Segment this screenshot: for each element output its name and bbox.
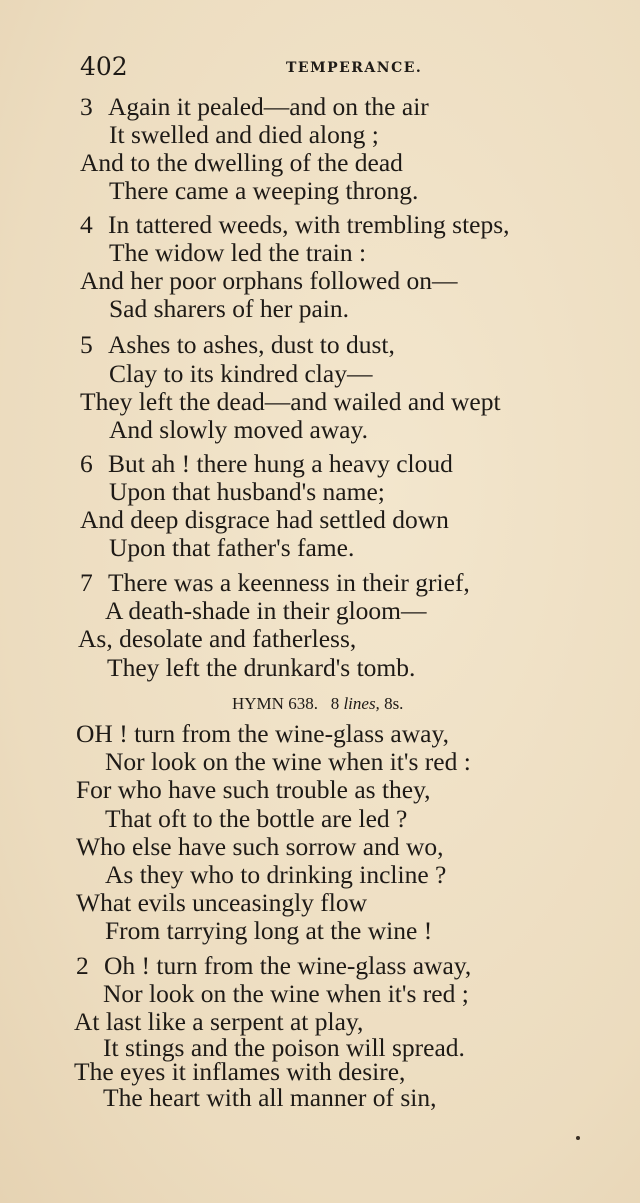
stanza-7-line-4: They left the drunkard's tomb. [107, 653, 416, 682]
stanza-6-line-4: Upon that father's fame. [109, 533, 355, 562]
hymn-638-stanza-1-line-6: As they who to drinking incline ? [105, 860, 447, 889]
stanza-5-line-4: And slowly moved away. [109, 415, 368, 444]
stanza-7-line-2: A death-shade in their gloom— [105, 596, 427, 625]
stanza-3-line-1: 3 Again it pealed—and on the air [80, 92, 429, 121]
stanza-number: 4 [80, 210, 93, 239]
hymn-638-stanza-1-line-2: Nor look on the wine when it's red : [105, 747, 471, 776]
stanza-number: 3 [80, 92, 93, 121]
stanza-4-line-4: Sad sharers of her pain. [109, 294, 350, 323]
hymn-638-stanza-2-line-6: The heart with all manner of sin, [103, 1083, 437, 1112]
hymn-638-stanza-2-line-5: The eyes it inflames with desire, [74, 1057, 406, 1086]
stanza-6-line-2: Upon that husband's name; [109, 477, 385, 506]
stanza-number: 5 [80, 330, 93, 359]
page-header [80, 52, 540, 88]
stanza-6-line-3: And deep disgrace had settled down [80, 505, 449, 534]
stanza-3-line-2: It swelled and died along ; [109, 120, 379, 149]
meter-count: 8 [330, 694, 340, 713]
hymn-number: HYMN 638. [232, 694, 318, 713]
stanza-3-line-4: There came a weeping throng. [109, 176, 419, 205]
stanza-3-line-3: And to the dwelling of the dead [80, 148, 403, 177]
stanza-4-line-1: 4 In tattered weeds, with trembling steps, [80, 210, 510, 239]
meter-word: lines, [343, 694, 380, 713]
hymn-638-stanza-1-line-7: What evils unceasingly flow [76, 888, 368, 917]
stanza-number: 7 [80, 568, 93, 597]
hymn-heading [232, 694, 403, 714]
hymn-638-stanza-1-line-8: From tarrying long at the wine ! [105, 916, 433, 945]
hymn-638-stanza-2-line-2: Nor look on the wine when it's red ; [103, 979, 469, 1008]
hymn-638-stanza-1-line-4: That oft to the bottle are led ? [105, 804, 408, 833]
meter-type: 8s. [384, 694, 404, 713]
hymn-638-stanza-2-line-3: At last like a serpent at play, [74, 1007, 364, 1036]
stanza-number: 6 [80, 449, 93, 478]
page-number: 402 [80, 52, 128, 81]
stanza-5-line-2: Clay to its kindred clay— [109, 359, 373, 388]
stanza-5-line-1: 5 Ashes to ashes, dust to dust, [80, 330, 395, 359]
hymn-638-stanza-1-line-5: Who else have such sorrow and wo, [76, 832, 444, 861]
running-title: TEMPERANCE. [286, 60, 423, 76]
hymn-638-stanza-2-line-1: 2 Oh ! turn from the wine-glass away, [76, 951, 472, 980]
stanza-number: 2 [76, 951, 89, 980]
stanza-6-line-1: 6 But ah ! there hung a heavy cloud [80, 449, 453, 478]
stanza-7-line-3: As, desolate and fatherless, [78, 624, 357, 653]
hymn-638-stanza-1-line-1: OH ! turn from the wine-glass away, [76, 719, 449, 748]
stanza-7-line-1: 7 There was a keenness in their grief, [80, 568, 470, 597]
hymn-638-stanza-1-line-3: For who have such trouble as they, [76, 775, 431, 804]
hymn-638-stanza-2-line-4: It stings and the poison will spread. [103, 1033, 465, 1062]
stanza-5-line-3: They left the dead—and wailed and wept [80, 387, 501, 416]
stanza-4-line-2: The widow led the train : [109, 238, 367, 267]
paper-speck [576, 1136, 580, 1140]
stanza-4-line-3: And her poor orphans followed on— [80, 266, 458, 295]
